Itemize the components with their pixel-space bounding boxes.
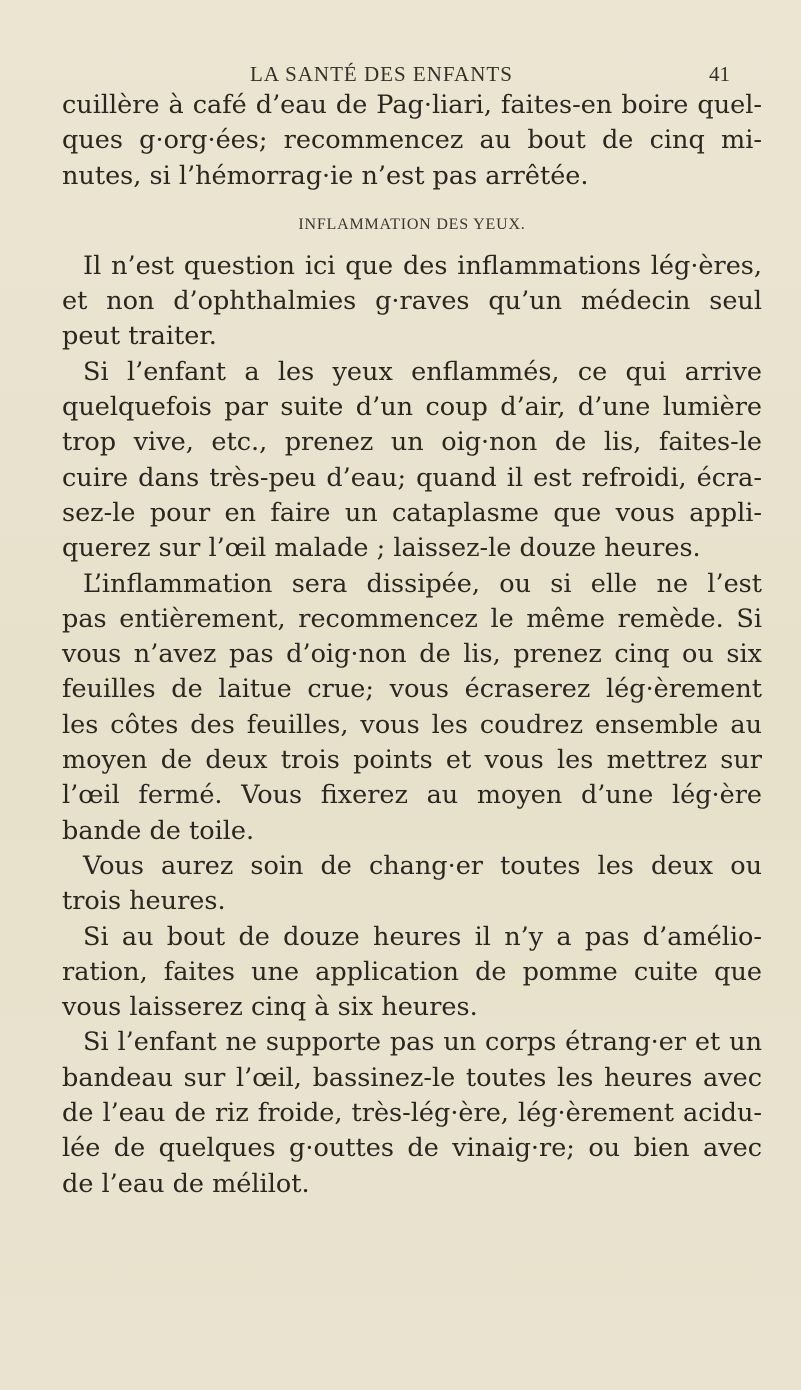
text-line: les côtes des feuilles, vous les coudrez ensemble au	[62, 709, 762, 740]
text-line: et non d’ophthalmies g·raves qu’un médecin seul	[62, 286, 762, 317]
text-line: pas entièrement, recommencez le même remède. Si	[62, 603, 762, 634]
text-line: lée de quelques g·outtes de vinaig·re; ou bien avec	[62, 1133, 762, 1164]
text-line: Il n’est question ici que des inflammations lég·ères,	[83, 250, 762, 281]
running-title: LA SANTÉ DES ENFANTS	[250, 62, 513, 86]
text-line: nutes, si l’hémorrag·ie n’est pas arrêtée.	[62, 160, 589, 191]
text-line: Vous aurez soin de chang·er toutes les deux ou	[83, 850, 762, 881]
text-line: L’inflammation sera dissipée, ou si elle ne l’est	[83, 568, 762, 599]
text-line: de l’eau de riz froide, très-lég·ère, lég·èrement acidu-	[62, 1098, 762, 1129]
text-line: peut traiter.	[62, 321, 217, 352]
text-line: cuillère à café d’eau de Pag·liari, faites-en boire quel-	[62, 90, 762, 120]
text-line: trois heures.	[62, 886, 226, 917]
text-line: vous laisserez cinq à six heures.	[62, 992, 478, 1023]
text-line: bandeau sur l’œil, bassinez-le toutes les heures avec	[62, 1062, 762, 1093]
text-line: Si l’enfant ne supporte pas un corps étrang·er et un	[83, 1027, 762, 1058]
body-text	[62, 88, 762, 1202]
text-line: moyen de deux trois points et vous les mettrez sur	[62, 745, 762, 776]
text-line: trop vive, etc., prenez un oig·non de lis, faites-le	[62, 427, 762, 458]
text-line: l’œil fermé. Vous fixerez au moyen d’une lég·ère	[62, 780, 762, 811]
text-line: Si au bout de douze heures il n’y a pas d’amélio-	[83, 921, 762, 952]
text-line: vous n’avez pas d’oig·non de lis, prenez cinq ou six	[62, 639, 762, 670]
text-line: cuire dans très-peu d’eau; quand il est refroidi, écra-	[62, 462, 762, 493]
section-heading: INFLAMMATION DES YEUX.	[298, 215, 526, 233]
text-line: feuilles de laitue crue; vous écraserez lég·èrement	[62, 674, 762, 705]
text-line: querez sur l’œil malade ; laissez-le douze heures.	[62, 533, 701, 564]
text-line: bande de toile.	[62, 815, 255, 846]
text-line: ques g·org·ées; recommencez au bout de cinq mi-	[62, 125, 762, 156]
text-line: ration, faites une application de pomme cuite que	[62, 956, 762, 987]
text-line: de l’eau de mélilot.	[62, 1168, 310, 1199]
page-number: 41	[709, 62, 730, 86]
text-line: sez-le pour en faire un cataplasme que vous appli-	[62, 497, 762, 528]
text-line: Si l’enfant a les yeux enflammés, ce qui arrive	[83, 356, 762, 387]
text-line: quelquefois par suite d’un coup d’air, d’une lumière	[62, 392, 762, 423]
